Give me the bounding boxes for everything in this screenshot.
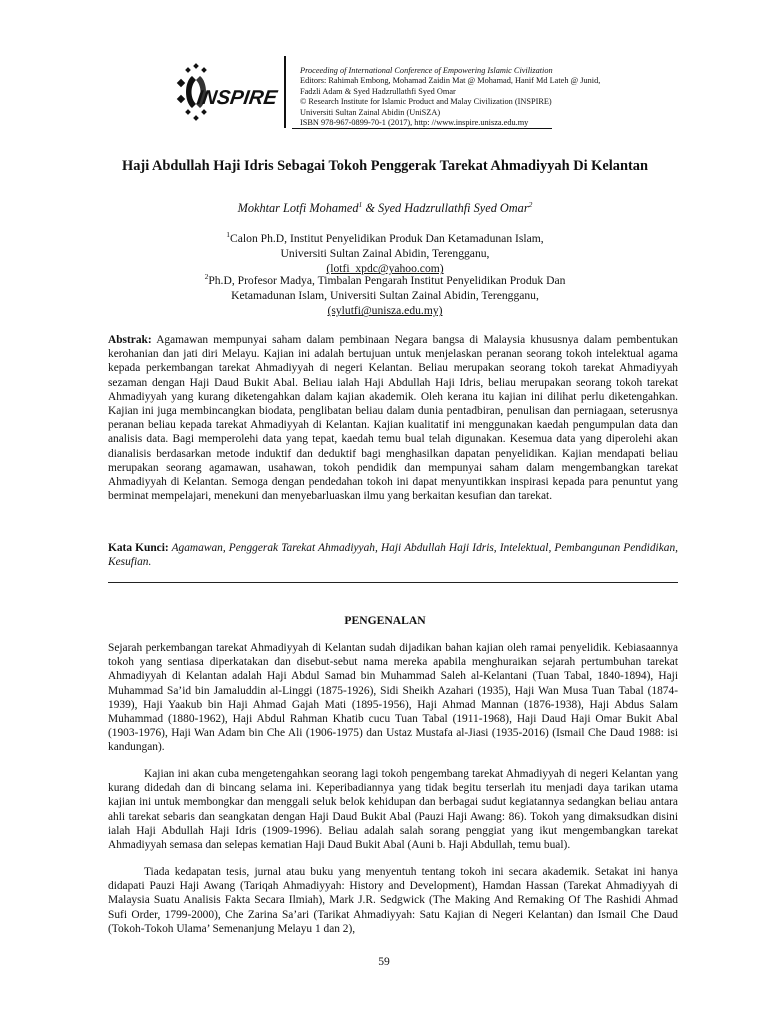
abstract — [108, 333, 678, 503]
affiliation-2-email-link[interactable]: (sylutfi@unisza.edu.my) — [327, 304, 443, 318]
abstract-text: Agamawan mempunyai saham dalam pembinaan Negara bangsa di Malaysia khususnya dalam pembentukan kerohanian dan jati diri Melayu. Kajian ini adalah bertujuan untuk menjelaskan peranan seorang tokoh intelektual agama kepada perkembangan tarekat Ahmadiyyah di negeri Kelantan. Beliau merupakan seorang tokoh tarekat Ahmadiyyah sezaman dengan Haji Daud Bukit Abal. Beliau ialah Haji Abdullah Haji Idris, beliau merupakan seorang tokoh tarekat Ahmadiyyah yang kurang diketengahkan dalam kajian akademik. Oleh kerana itu kajian ini dilihat perlu diketengahkan. Kajian ini juga membincangkan biodata, penglibatan beliau dalam dunia pentadbiran, penulisan dan perniagaan, seterusnya peranan beliau kepada tarekat Ahmadiyyah di Kelantan. Kajian kualitatif ini menggunakan kaedah pengumpulan data dan analisis data. Bagi memperolehi data yang tepat, kaedah temu bual telah digunakan. Kesemua data yang diperolehi akan dianalisis berdasarkan metode induktif dan deduktif bagi menghasilkan dapatan penyelidikan. Kajian mendapati beliau merupakan seorang agamawan, usahawan, tokoh pendidik dan mempunyai saham dalam mengembangkan tarekat Ahmadiyyah di Kelantan. Semoga dengan pendedahan tokoh ini dapat menyuntikkan inspirasi kepada para penuntut yang berminat mempelajari, menekuni dan menyebarluaskan ilmu yang berkaitan kesufian dan tarekat. — [108, 334, 678, 503]
header-vertical-rule — [284, 56, 286, 128]
inspire-logo — [172, 62, 282, 126]
keywords-label: Kata Kunci: — [108, 542, 169, 554]
affiliation-2 — [120, 273, 650, 319]
affiliation-1-email-link[interactable]: (lotfi_xpdc@yahoo.com) — [326, 262, 444, 276]
affiliation-1-line-2: Universiti Sultan Zainal Abidin, Terengganu, — [280, 247, 490, 261]
paper-authors — [90, 201, 680, 216]
paragraph-2: Kajian ini akan cuba mengetengahkan seorang lagi tokoh pengembang tarekat Ahmadiyyah di negeri Kelantan yang kurang didedah dan di bincang selama ini. Keperibadiannya yang tidak begitu terserlah itu menjadi daya tarikan utama kajian ini untuk membongkar dan menggali seluk belok kehidupan dan berbagai sudut kegiatannya sedangkan beliau antara ahli tarekat sebaris dan seangkatan dengan Haji Daud Bukit Abal (Pauzi Haji Awang: 86). Tokoh yang dimaksudkan disini ialah Haji Abdullah Haji Idris (1909-1996). Beliau adalah salah sorang penggiat yang ikut mengembangkan tarekat Ahmadiyyah semasa dan selepas kematian Haji Daud Bukit Abal (Auni b. Haji Abdullah, temu bual). — [108, 768, 678, 852]
section-divider — [108, 582, 678, 583]
abstract-label: Abstrak: — [108, 334, 152, 346]
affiliation-2-sup: 2 — [204, 272, 209, 282]
affiliation-2-line-2: Ketamadunan Islam, Universiti Sultan Zainal Abidin, Terengganu, — [231, 289, 539, 303]
affiliation-1-sup: 1 — [226, 230, 231, 240]
paper-title: Haji Abdullah Haji Idris Sebagai Tokoh Penggerak Tarekat Ahmadiyyah Di Kelantan — [122, 158, 648, 174]
proceeding-title: Proceeding of International Conference of Empowering Islamic Civilization — [300, 66, 553, 75]
section-heading: PENGENALAN — [344, 614, 426, 627]
affiliation-1 — [120, 231, 650, 277]
affiliation-1-line-1: Calon Ph.D, Institut Penyelidikan Produk Dan Ketamadunan Islam, — [230, 232, 544, 245]
proceeding-editors-cont: Fadzli Adam & Syed Hadzrullathfi Syed Omar — [300, 86, 456, 96]
author-2: & Syed Hadzrullathfi Syed Omar — [362, 201, 529, 215]
page-number: 59 — [378, 955, 390, 968]
author-1-sup: 1 — [358, 199, 363, 209]
keywords-text: Agamawan, Penggerak Tarekat Ahmadiyyah, Haji Abdullah Haji Idris, Intelektual, Pembangunan Pendidikan, Kesufian. — [108, 542, 679, 569]
paragraph-3: Tiada kedapatan tesis, jurnal atau buku yang menyentuh tentang tokoh ini secara akademik. Setakat ini hanya didapati Pauzi Haji Awang (Tariqah Ahmadiyyah: History and Development), Hamdan Hassan (Tarekat Ahmadiyyah di Malaysia Suatu Analisis Fakta Secara Ilmiah), Mark J.R. Sedgwick (The Making And Remaking Of The Rashidi Ahmad Sufi Order, 1799-2000), Che Zarina Sa’ari (Tarikat Ahmadiyyah: Satu Kajian di Negeri Kelantan) dan Ismail Che Daud (Tokoh-Tokoh Ulama’ Semenanjung Melayu 1 dan 2), — [108, 866, 678, 935]
conference-header — [172, 56, 692, 132]
paragraph-1: Sejarah perkembangan tarekat Ahmadiyyah di Kelantan sudah dijadikan bahan kajian oleh ramai penyelidik. Kebiasaannya tokoh yang sentiasa diperkatakan dan disebut-sebut nama mereka apabila menghuraikan sejarah pertumbuhan tarekat Ahmadiyyah di Kelantan adalah Haji Abdul Samad bin Muhammad Saleh al-Kelantani (Tuan Tabal, 1840-1894), Haji Muhammad Sa’id bin Jamaluddin al-Linggi (1875-1926), Sidi Sheikh Azahari (1935), Haji Wan Musa Tuan Tabal (1874-1939), Haji Yaakub bin Haji Ahmad Gajah Mati (1895-1956), Haji Ahmad Mannan (1876-1938), Haji Abdus Salam Muhammad (1880-1962), Haji Abdul Rahman Khatib cucu Tuan Tabal (1911-1968), Haji Daud Haji Omar Bukit Abal (1903-1976), Haji Wan Adam bin Che Ali (1906-1975) dan Ustaz Mustafa al-Jiasi (1935-2016) (Ismail Che Daud 1988: isi kandungan). — [108, 642, 678, 754]
proceeding-info — [300, 66, 700, 128]
proceeding-editors: Editors: Rahimah Embong, Mohamad Zaidin Mat @ Mohamad, Hanif Md Lateh @ Junid, — [300, 76, 601, 86]
proceeding-copyright: © Research Institute for Islamic Product and Malay Civilization (INSPIRE) — [300, 97, 552, 107]
logo-text: INSPIRE — [195, 87, 279, 109]
proceeding-university: Universiti Sultan Zainal Abidin (UniSZA) — [300, 107, 441, 117]
keywords — [108, 541, 678, 569]
author-2-sup: 2 — [528, 199, 533, 209]
proceeding-isbn: ISBN 978-967-0899-70-1 (2017), http: //www.inspire.unisza.edu.my — [300, 118, 529, 128]
affiliation-2-line-1: Ph.D, Profesor Madya, Timbalan Pengarah Institut Penyelidikan Produk Dan — [208, 274, 566, 287]
header-horizontal-rule — [292, 128, 552, 129]
author-1: Mokhtar Lotfi Mohamed — [237, 201, 359, 215]
